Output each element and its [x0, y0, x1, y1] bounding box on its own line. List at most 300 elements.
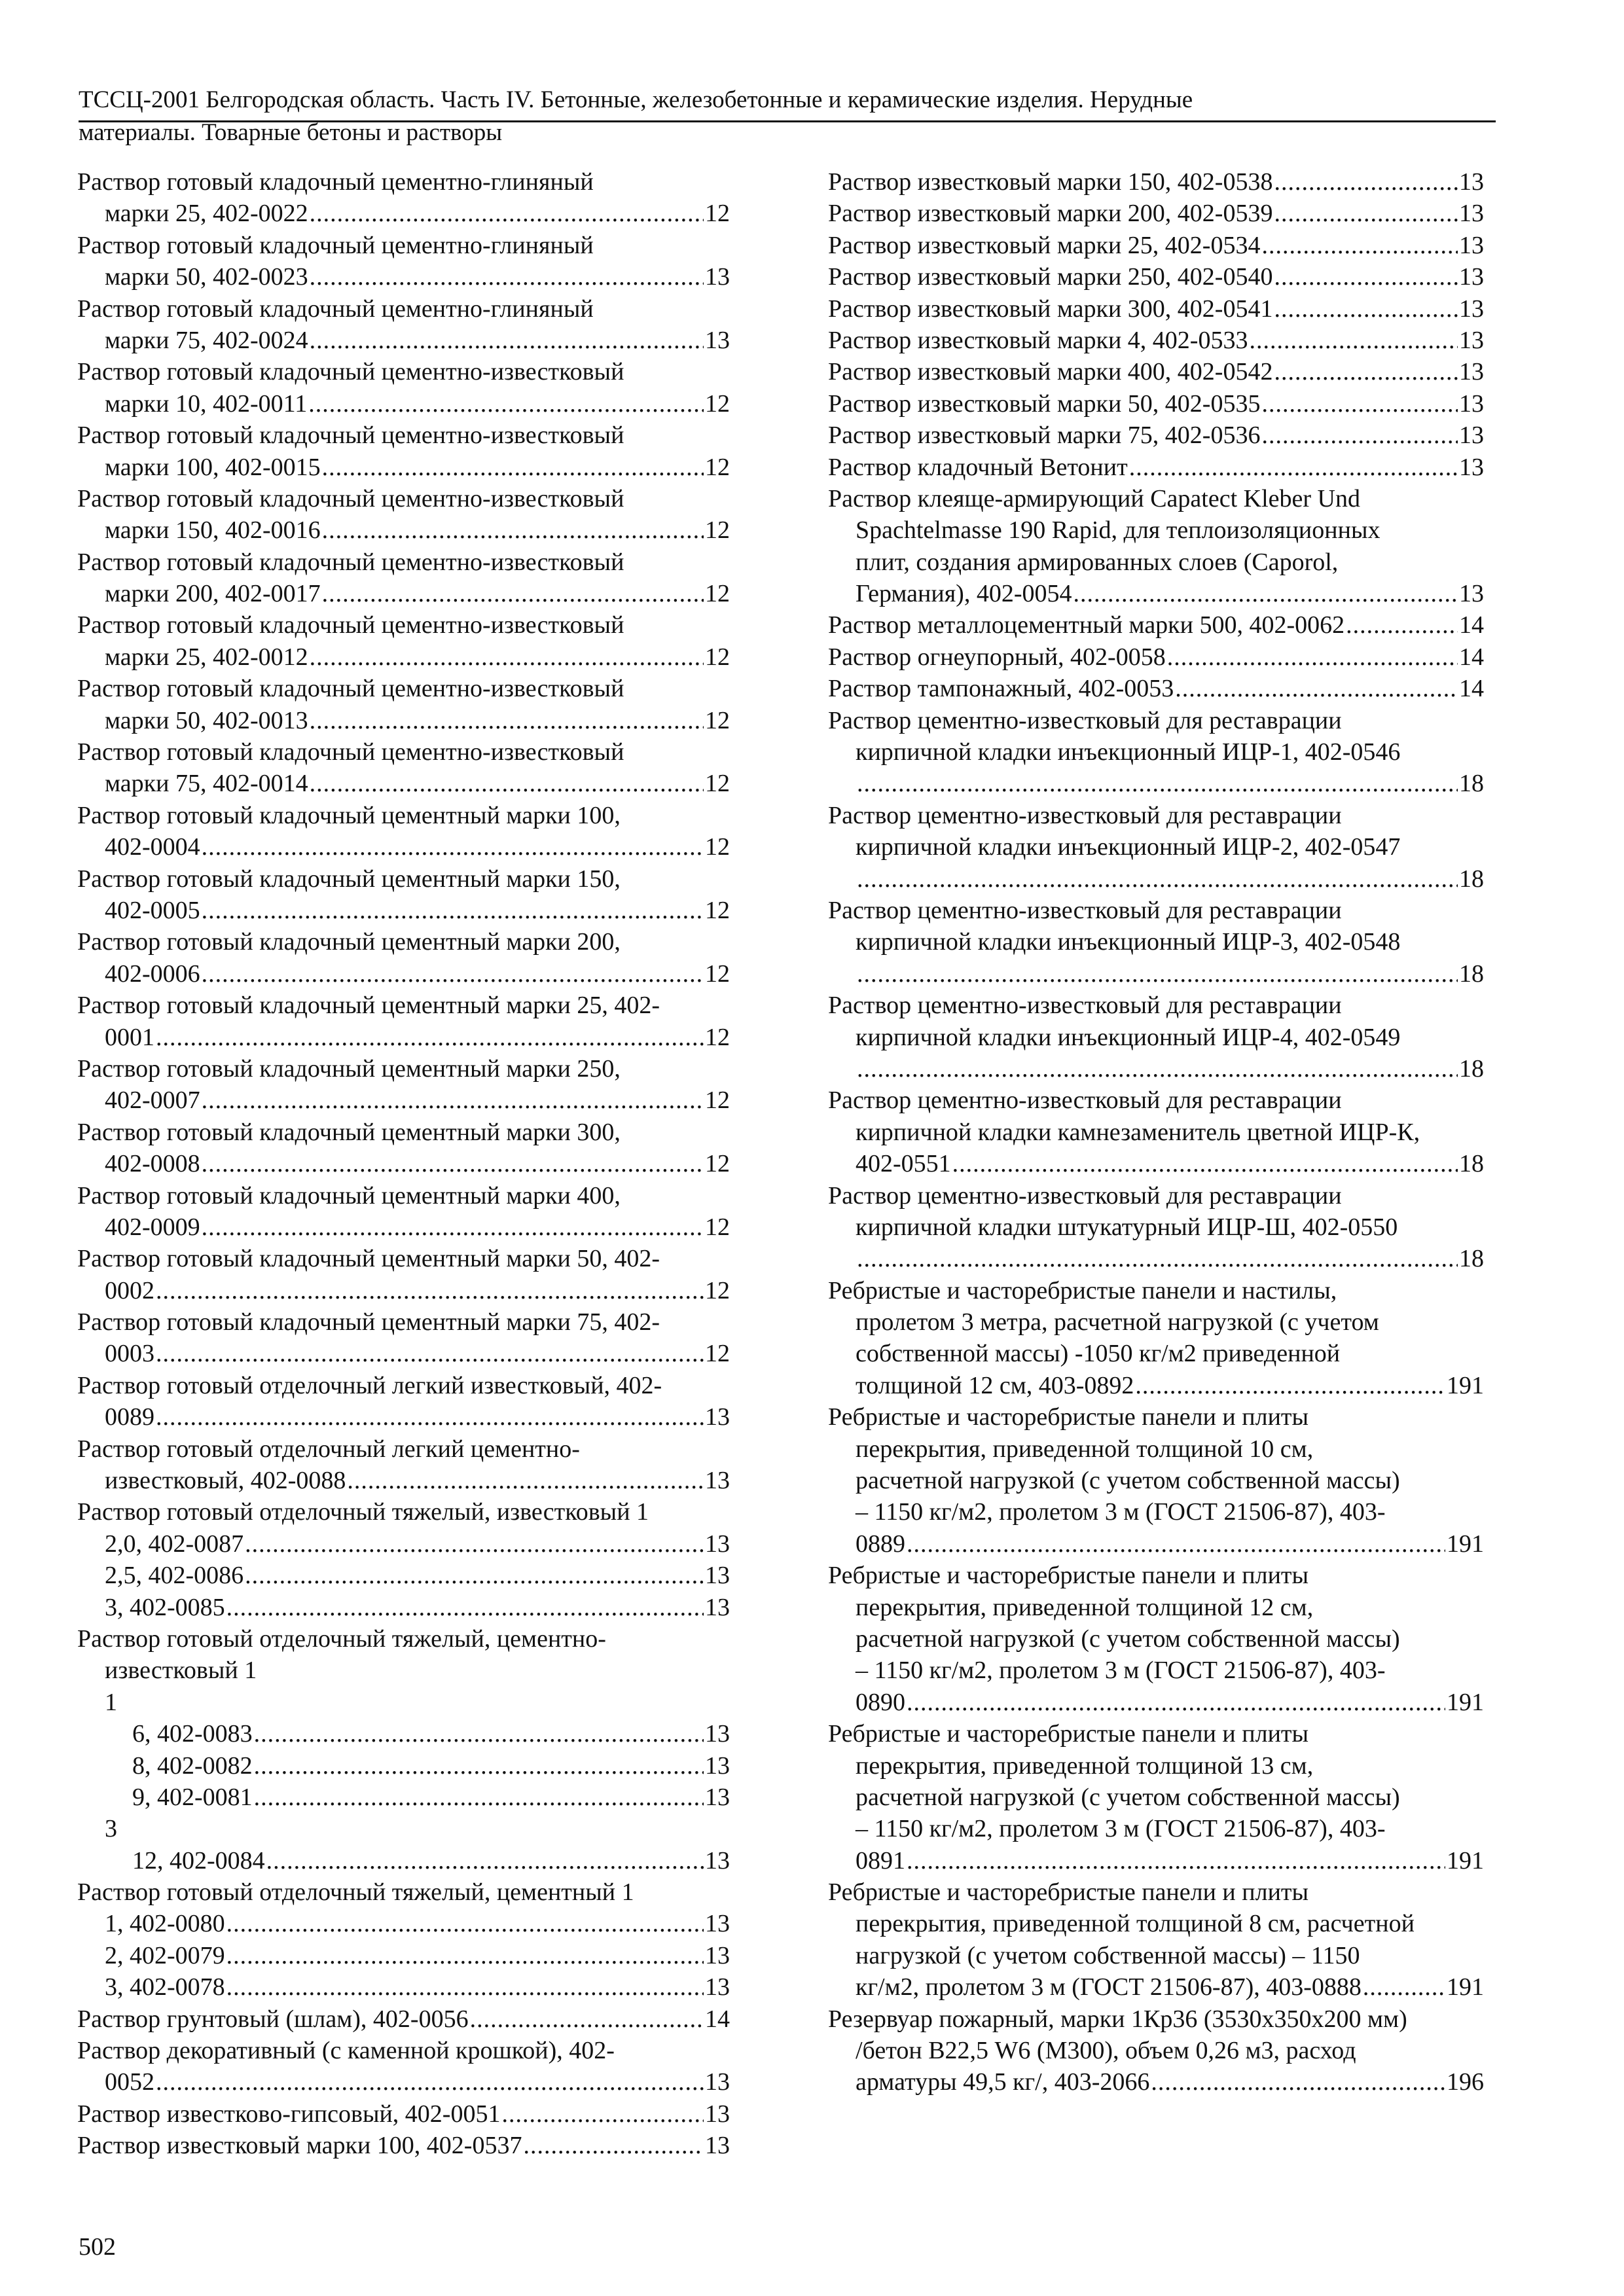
entry-text: 0002 [105, 1276, 154, 1304]
entry-leader-line [828, 1148, 1484, 1179]
entry-page-number: 18 [1459, 1150, 1484, 1178]
entry-page-number: 13 [705, 2132, 730, 2160]
dot-leader [322, 452, 704, 483]
index-entry [77, 736, 730, 800]
entry-text: пролетом 3 метра, расчетной нагрузкой (с учетом [856, 1308, 1379, 1336]
entry-text-line [828, 1750, 1484, 1782]
index-entry [828, 895, 1484, 990]
entry-page-number: 12 [705, 453, 730, 481]
entry-text: Резервуар пожарный, марки 1Кр36 (3530х350х200 мм) [828, 2005, 1407, 2033]
entry-text: перекрытия, приведенной толщиной 10 см, [856, 1435, 1314, 1463]
dot-leader [1261, 388, 1458, 420]
entry-leader-line [77, 388, 730, 420]
entry-text: нагрузкой (с учетом собственной массы) – 1150 [856, 1941, 1360, 1969]
index-entry [77, 1940, 730, 1971]
entry-page-number: 13 [1459, 231, 1484, 259]
dot-leader [322, 578, 704, 609]
entry-leader-line [77, 1401, 730, 1433]
dot-leader [952, 1148, 1458, 1179]
entry-text: – 1150 кг/м2, пролетом 3 м (ГОСТ 21506-87), 403- [856, 1498, 1386, 1526]
entry-text: марки 75, 402-0024 [105, 326, 308, 354]
entry-page-number: 13 [705, 1783, 730, 1811]
dot-leader [1261, 420, 1458, 451]
entry-leader-line [828, 198, 1484, 229]
dot-leader [156, 2066, 704, 2098]
entry-page-number: 12 [705, 1276, 730, 1304]
entry-text: 402-0551 [856, 1150, 951, 1178]
entry-page-number: 13 [705, 1530, 730, 1558]
entry-text: Раствор клеяще-армирующий Capatect Kleber Und [828, 484, 1360, 512]
dot-leader [202, 1211, 704, 1243]
index-entry [828, 198, 1484, 229]
entry-page-number: 12 [705, 643, 730, 671]
entry-text: Раствор готовый кладочный цементно-глиняный [77, 231, 594, 259]
entry-page-number: 12 [705, 516, 730, 545]
entry-page-number: 13 [705, 1973, 730, 2001]
entry-text: Раствор известковый марки 300, 402-0541 [828, 295, 1273, 323]
entry-text-line [77, 1813, 730, 1844]
dot-leader [156, 1338, 704, 1369]
index-entry [828, 1275, 1484, 1402]
entry-text: 0003 [105, 1340, 154, 1368]
entry-page-number: 12 [705, 580, 730, 608]
entry-leader-line [828, 388, 1484, 420]
entry-text-line [828, 1117, 1484, 1148]
entry-text: Раствор металлоцементный марки 500, 402-0062 [828, 611, 1345, 639]
entry-leader-line [77, 1908, 730, 1939]
entry-text: марки 100, 402-0015 [105, 453, 321, 481]
entry-text: 0889 [856, 1530, 905, 1558]
entry-leader-line [77, 2066, 730, 2098]
entry-leader-line [77, 1338, 730, 1369]
entry-text: марки 50, 402-0013 [105, 706, 308, 734]
entry-text: 0052 [105, 2068, 154, 2096]
entry-text: Раствор готовый отделочный легкий известковый, 402- [77, 1371, 662, 1399]
entry-text: Ребристые и часторебристые панели и плиты [828, 1403, 1309, 1431]
entry-text-line [828, 1782, 1484, 1813]
index-entry [828, 609, 1484, 641]
entry-text-line [828, 1496, 1484, 1528]
entry-leader-line [77, 1845, 730, 1876]
entry-text: Раствор готовый кладочный цементный марки 400, [77, 1181, 621, 1210]
entry-leader-line [828, 452, 1484, 483]
dot-leader [1129, 452, 1458, 483]
entry-page-number: 12 [705, 389, 730, 418]
dot-leader [202, 895, 704, 926]
index-entry [828, 673, 1484, 704]
dot-leader [857, 958, 1458, 990]
entry-leader-line [828, 578, 1484, 609]
dot-leader [156, 1022, 704, 1053]
index-entry [77, 990, 730, 1053]
entry-page-number: 13 [705, 1720, 730, 1748]
index-entry [77, 1782, 730, 1813]
entry-text: Раствор готовый кладочный цементно-известковый [77, 611, 624, 639]
entry-text: – 1150 кг/м2, пролетом 3 м (ГОСТ 21506-87), 403- [856, 1815, 1386, 1843]
index-entry [828, 1085, 1484, 1179]
entry-text-line [828, 514, 1484, 546]
entry-text: марки 75, 402-0014 [105, 770, 308, 798]
entry-text-line [77, 1306, 730, 1338]
index-entry [77, 1623, 730, 1750]
entry-text: Раствор известковый марки 250, 402-0540 [828, 263, 1273, 291]
entry-page-number: 12 [705, 200, 730, 228]
index-entry [828, 1401, 1484, 1560]
entry-text: Раствор цементно-известковый для реставрации [828, 801, 1342, 829]
entry-leader-line [77, 1465, 730, 1496]
entry-page-number: 13 [1459, 263, 1484, 291]
index-entry [828, 800, 1484, 895]
entry-text: Раствор готовый кладочный цементный марки 300, [77, 1118, 621, 1146]
dot-leader [857, 1243, 1458, 1274]
index-entry [77, 1813, 730, 1876]
entry-text-line [828, 483, 1484, 514]
entry-text-line [828, 1560, 1484, 1591]
entry-text: собственной массы) -1050 кг/м2 приведенной [856, 1340, 1341, 1368]
entry-text-line [77, 293, 730, 325]
dot-leader [245, 1560, 704, 1591]
entry-leader-line [77, 1750, 730, 1782]
entry-text: кирпичной кладки инъекционный ИЦР-2, 402-0547 [856, 833, 1401, 861]
entry-page-number: 18 [1459, 1245, 1484, 1273]
entry-text-line [77, 1370, 730, 1401]
dot-leader [266, 1845, 704, 1876]
entry-text: Раствор известковый марки 4, 402-0533 [828, 326, 1248, 354]
entry-text: марки 150, 402-0016 [105, 516, 321, 545]
entry-text: Раствор готовый кладочный цементно-известковый [77, 675, 624, 703]
entry-text-line [77, 1243, 730, 1274]
entry-text: кирпичной кладки штукатурный ИЦР-Ш, 402-0550 [856, 1213, 1398, 1241]
index-entry [828, 388, 1484, 420]
entry-page-number: 191 [1447, 1530, 1484, 1558]
dot-leader [310, 768, 704, 799]
entry-text: 0089 [105, 1403, 154, 1431]
index-entry [828, 420, 1484, 451]
entry-text-line [77, 166, 730, 198]
entry-text: перекрытия, приведенной толщиной 13 см, [856, 1751, 1314, 1780]
dot-leader [322, 514, 704, 546]
entry-text: кг/м2, пролетом 3 м (ГОСТ 21506-87), 403-0888 [856, 1973, 1362, 2001]
entry-leader-line [77, 1148, 730, 1179]
entry-text: кирпичной кладки инъекционный ИЦР-4, 402-0549 [856, 1023, 1401, 1051]
entry-text: Раствор цементно-известковый для реставрации [828, 706, 1342, 734]
entry-leader-line [77, 198, 730, 229]
entry-text: Раствор известковый марки 400, 402-0542 [828, 358, 1273, 386]
entry-text-line [828, 547, 1484, 578]
entry-text-line [828, 1306, 1484, 1338]
index-entry [828, 1180, 1484, 1275]
index-entry [77, 1180, 730, 1244]
entry-text: Раствор готовый кладочный цементный марки 75, 402- [77, 1308, 660, 1336]
entry-leader-line [77, 641, 730, 673]
index-entry [77, 293, 730, 357]
dot-leader [1346, 609, 1458, 641]
entry-text-line [828, 1876, 1484, 1908]
entry-text-line [77, 926, 730, 958]
entry-text: Раствор готовый кладочный цементный марки 25, 402- [77, 992, 660, 1020]
entry-leader-line [77, 514, 730, 546]
dot-leader [1073, 578, 1458, 609]
entry-text: перекрытия, приведенной толщиной 8 см, расчетной [856, 1910, 1415, 1938]
entry-leader-line [77, 1782, 730, 1813]
entry-text: 1, 402-0080 [105, 1910, 225, 1938]
entry-text-line [77, 1053, 730, 1085]
dot-leader [1274, 166, 1458, 198]
entry-text: Раствор готовый кладочный цементно-известковый [77, 358, 624, 386]
entry-page-number: 13 [1459, 326, 1484, 354]
entry-page-number: 18 [1459, 865, 1484, 893]
dot-leader [857, 1053, 1458, 1085]
entry-text-line [828, 1180, 1484, 1211]
entry-text: 402-0004 [105, 833, 200, 861]
entry-text: 2,0, 402-0087 [105, 1530, 244, 1558]
entry-leader-line [77, 1592, 730, 1623]
entry-text: Раствор готовый отделочный тяжелый, известковый 1 [77, 1498, 649, 1526]
index-entry [77, 547, 730, 610]
dot-leader [857, 863, 1458, 895]
entry-page-number: 13 [1459, 580, 1484, 608]
dot-leader [226, 1940, 704, 1971]
entry-leader-line [828, 420, 1484, 451]
entry-text: марки 200, 402-0017 [105, 580, 321, 608]
dot-leader [310, 198, 704, 229]
entry-text: арматуры 49,5 кг/, 403-2066 [856, 2068, 1150, 2096]
entry-text: Раствор готовый кладочный цементный марки 100, [77, 801, 621, 829]
dot-leader [1274, 261, 1458, 293]
index-entry [828, 356, 1484, 387]
dot-leader [226, 1908, 704, 1939]
dot-leader [245, 1528, 704, 1560]
entry-page-number: 14 [1459, 611, 1484, 639]
index-entry [77, 1243, 730, 1306]
entry-text: Ребристые и часторебристые панели и плиты [828, 1720, 1309, 1748]
dot-leader [501, 2098, 704, 2130]
entry-page-number: 12 [705, 1150, 730, 1178]
dot-leader [1274, 293, 1458, 325]
index-entry [77, 166, 730, 230]
index-entry [77, 483, 730, 547]
entry-text: кирпичной кладки камнезаменитель цветной ИЦР-К, [856, 1118, 1420, 1146]
entry-text: Раствор огнеупорный, 402-0058 [828, 643, 1166, 671]
entry-text-line [77, 483, 730, 514]
entry-text: 402-0006 [105, 960, 200, 988]
entry-leader-line [77, 1211, 730, 1243]
entry-leader-line [828, 1687, 1484, 1718]
entry-leader-line [77, 2098, 730, 2130]
index-entry [77, 1117, 730, 1180]
entry-text-line [77, 736, 730, 768]
entry-text-line [828, 1655, 1484, 1686]
entry-text: Раствор готовый кладочный цементно-известковый [77, 484, 624, 512]
entry-text: Раствор грунтовый (шлам), 402-0056 [77, 2005, 469, 2033]
index-entry [828, 1718, 1484, 1876]
entry-text-line [828, 1338, 1484, 1369]
index-entry [77, 2098, 730, 2130]
entry-text-line [77, 800, 730, 831]
index-entry [828, 293, 1484, 325]
entry-leader-line [828, 325, 1484, 356]
entry-leader-line [77, 261, 730, 293]
entry-leader-line [77, 1940, 730, 1971]
dot-leader [907, 1528, 1445, 1560]
index-entry [77, 673, 730, 736]
index-entry [77, 1053, 730, 1117]
entry-text: Раствор кладочный Ветонит [828, 453, 1128, 481]
index-entry [77, 800, 730, 863]
entry-text: 2, 402-0079 [105, 1941, 225, 1969]
entry-text: перекрытия, приведенной толщиной 12 см, [856, 1593, 1314, 1621]
entry-page-number: 12 [705, 833, 730, 861]
entry-text-line [828, 1211, 1484, 1243]
entry-text: 0891 [856, 1846, 905, 1874]
entry-text-line [828, 831, 1484, 863]
entry-text: /бетон В22,5 W6 (М300), объем 0,26 м3, расход [856, 2037, 1356, 2065]
entry-leader-line [828, 1528, 1484, 1560]
index-entry [828, 1876, 1484, 2003]
entry-text-line [828, 926, 1484, 958]
index-entry [77, 863, 730, 927]
entry-page-number: 12 [705, 1086, 730, 1115]
entry-leader-line [77, 958, 730, 990]
entry-page-number: 13 [1459, 295, 1484, 323]
entry-leader-line [77, 1275, 730, 1306]
dot-leader [907, 1845, 1445, 1876]
entry-leader-line [828, 2066, 1484, 2098]
entry-leader-line [828, 768, 1484, 799]
entry-leader-line [828, 673, 1484, 704]
dot-leader [1274, 198, 1458, 229]
index-entry [77, 1876, 730, 1940]
entry-text: расчетной нагрузкой (с учетом собственной массы) [856, 1624, 1400, 1653]
entry-page-number: 13 [705, 263, 730, 291]
entry-text-line [77, 673, 730, 704]
entry-text: расчетной нагрузкой (с учетом собственной массы) [856, 1467, 1400, 1495]
entry-page-number: 14 [1459, 675, 1484, 703]
entry-page-number: 12 [705, 1213, 730, 1241]
entry-text: марки 10, 402-0011 [105, 389, 308, 418]
entry-text: Раствор декоративный (с каменной крошкой), 402- [77, 2037, 615, 2065]
dot-leader [254, 1718, 704, 1749]
index-entry [828, 641, 1484, 673]
entry-text-line [77, 2035, 730, 2066]
entry-leader-line [828, 609, 1484, 641]
entry-leader-line [77, 768, 730, 799]
entry-text-line [828, 1592, 1484, 1623]
index-entry [828, 1560, 1484, 1718]
dot-leader [310, 261, 704, 293]
entry-leader-line [77, 1971, 730, 2003]
entry-text-line [77, 1687, 730, 1718]
entry-text: 2,5, 402-0086 [105, 1562, 244, 1590]
entry-text: известковый 1 [105, 1657, 257, 1685]
entry-text-line [828, 1908, 1484, 1939]
dot-leader [1175, 673, 1458, 704]
entry-text: 402-0009 [105, 1213, 200, 1241]
index-entry [77, 2035, 730, 2098]
index-entry [828, 325, 1484, 356]
entry-text: Раствор цементно-известковый для реставрации [828, 1181, 1342, 1210]
entry-text: кирпичной кладки инъекционный ИЦР-1, 402-0546 [856, 738, 1401, 766]
entry-text-line [828, 1275, 1484, 1306]
dot-leader [347, 1465, 704, 1496]
entry-text: Раствор готовый кладочный цементный марки 250, [77, 1054, 621, 1083]
entry-text: – 1150 кг/м2, пролетом 3 м (ГОСТ 21506-87), 403- [856, 1657, 1386, 1685]
entry-page-number: 12 [705, 960, 730, 988]
entry-text-line [77, 356, 730, 387]
entry-text: марки 25, 402-0012 [105, 643, 308, 671]
index-column-left [77, 166, 730, 2162]
dot-leader [202, 1148, 704, 1179]
header-rule [79, 120, 1496, 122]
entry-text: Ребристые и часторебристые панели и настилы, [828, 1276, 1337, 1304]
entry-text-line [828, 1813, 1484, 1844]
entry-text: известковый, 402-0088 [105, 1467, 346, 1495]
index-entry [77, 420, 730, 483]
index-entry [828, 2003, 1484, 2098]
entry-leader-line [77, 2130, 730, 2161]
entry-text: толщиной 12 см, 403-0892 [856, 1371, 1134, 1399]
entry-text: Раствор цементно-известковый для реставрации [828, 992, 1342, 1020]
entry-text: 402-0007 [105, 1086, 200, 1115]
dot-leader [254, 1782, 704, 1813]
dot-leader [523, 2130, 704, 2161]
entry-text: Раствор известковый марки 75, 402-0536 [828, 422, 1261, 450]
entry-text: 402-0005 [105, 896, 200, 924]
index-entry [828, 230, 1484, 261]
index-entry [828, 452, 1484, 483]
entry-page-number: 13 [705, 2100, 730, 2128]
dot-leader [308, 388, 704, 420]
index-entry [828, 705, 1484, 800]
entry-text-line [828, 736, 1484, 768]
entry-leader-line [828, 1370, 1484, 1401]
entry-leader-line [77, 831, 730, 863]
entry-text: Раствор готовый отделочный тяжелый, цементный 1 [77, 1878, 634, 1907]
entry-text-line [828, 705, 1484, 736]
entry-leader-line [77, 2003, 730, 2035]
entry-page-number: 18 [1459, 770, 1484, 798]
entry-text-line [77, 1433, 730, 1465]
entry-text-line [77, 1496, 730, 1528]
entry-page-number: 196 [1447, 2068, 1484, 2096]
entry-page-number: 13 [1459, 168, 1484, 196]
entry-leader-line [77, 325, 730, 356]
dot-leader [1167, 641, 1458, 673]
entry-text: Ребристые и часторебристые панели и плиты [828, 1878, 1309, 1907]
entry-text: Раствор тампонажный, 402-0053 [828, 675, 1174, 703]
entry-leader-line [77, 1085, 730, 1116]
entry-text: Германия), 402-0054 [856, 580, 1072, 608]
entry-text: Раствор готовый кладочный цементно-глиняный [77, 168, 594, 196]
index-entry [828, 990, 1484, 1085]
entry-leader-line [77, 1560, 730, 1591]
entry-text: 9, 402-0081 [132, 1783, 253, 1811]
entry-leader-line [828, 293, 1484, 325]
entry-leader-line [77, 1718, 730, 1749]
index-entry [77, 230, 730, 293]
entry-page-number: 13 [1459, 389, 1484, 418]
dot-leader [156, 1275, 704, 1306]
index-column-right [828, 166, 1484, 2098]
entry-text-line [828, 2035, 1484, 2066]
entry-text: Раствор известковый марки 50, 402-0535 [828, 389, 1261, 418]
running-header [79, 84, 1496, 149]
index-entry [77, 356, 730, 420]
entry-text: плит, создания армированных слоев (Caporol, [856, 548, 1339, 576]
entry-text-line [77, 609, 730, 641]
dot-leader [1363, 1971, 1445, 2003]
entry-text: 402-0008 [105, 1150, 200, 1178]
